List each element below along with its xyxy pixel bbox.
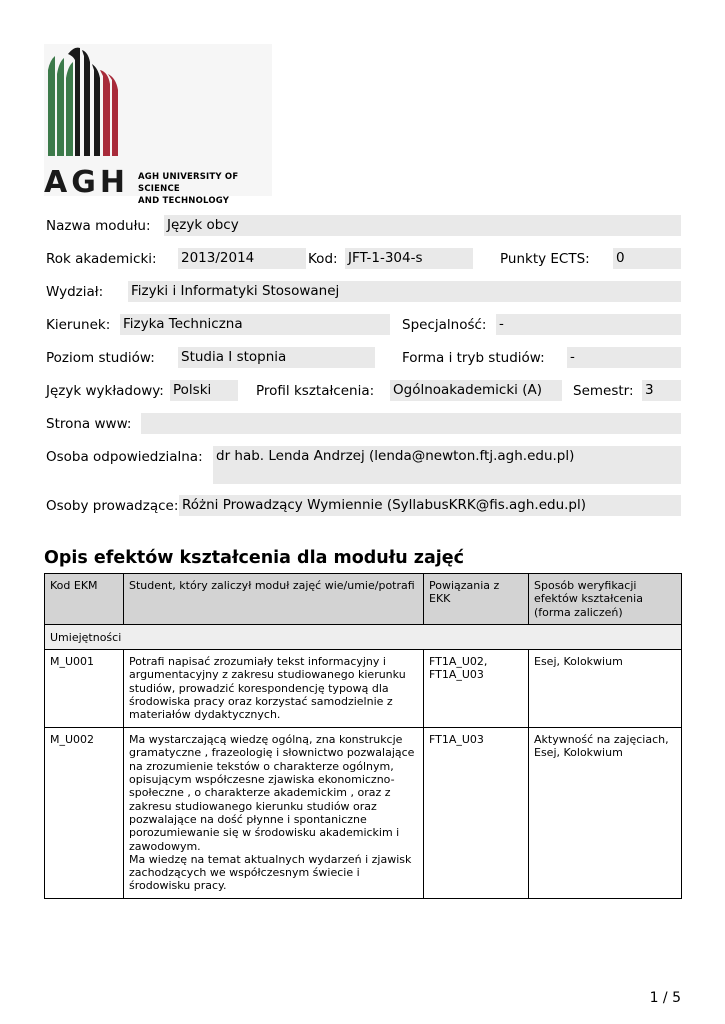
effects-table — [44, 573, 682, 899]
module-name-label: Nazwa modułu: — [46, 218, 151, 234]
row-method: Aktywność na zajęciach, Esej, Kolokwium — [529, 728, 682, 899]
code-label: Kod: — [308, 251, 338, 267]
ects-field: 0 — [613, 248, 681, 269]
code-field: JFT-1-304-s — [345, 248, 473, 269]
module-name-field: Język obcy — [164, 215, 681, 236]
specialization-field: - — [496, 314, 681, 335]
responsible-label: Osoba odpowiedzialna: — [46, 449, 203, 465]
logo-letters: AGH — [44, 165, 129, 196]
table-row — [45, 650, 682, 728]
logo-line1: AGH UNIVERSITY OF SCIENCE — [138, 172, 239, 194]
level-field: Studia I stopnia — [178, 347, 375, 368]
faculty-label: Wydział: — [46, 284, 104, 300]
section-label: Umiejętności — [45, 624, 682, 649]
table-section-row — [45, 624, 682, 649]
semester-field: 3 — [642, 380, 681, 401]
table-row — [45, 728, 682, 899]
table-header-row — [45, 574, 682, 625]
language-label: Język wykładowy: — [46, 383, 164, 399]
level-label: Poziom studiów: — [46, 350, 155, 366]
header-ekk: Powiązania z EKK — [424, 574, 529, 625]
row-code: M_U002 — [45, 728, 124, 899]
page-number: 1 / 5 — [649, 990, 681, 1006]
specialization-label: Specjalność: — [402, 317, 487, 333]
header-description: Student, który zaliczył moduł zajęć wie/umie/potrafi — [124, 574, 424, 625]
row-code: M_U001 — [45, 650, 124, 728]
year-field: 2013/2014 — [178, 248, 306, 269]
www-label: Strona www: — [46, 416, 132, 432]
www-field — [141, 413, 681, 434]
row-description: Ma wystarczającą wiedzę ogólną, zna konstrukcje gramatyczne , frazeologię i słownictwo pozwalające na zrozumienie tekstów o charakterze ogólnym, opisującym współczesne zjawiska ekonomiczno-społeczne , o charakterze akademickim , oraz z zakresu studiowanego kierunku studiów oraz pozwalające na dość płynne i spontaniczne porozumiewanie się w środowisku akademickim i zawodowym. Ma wiedzę na temat aktualnych wydarzeń i zjawisk zachodzących we współczesnym świecie i środowisku pracy. — [124, 728, 424, 899]
ects-label: Punkty ECTS: — [500, 251, 590, 267]
year-label: Rok akademicki: — [46, 251, 157, 267]
section-title: Opis efektów kształcenia dla modułu zajęć — [44, 548, 465, 568]
field-label: Kierunek: — [46, 317, 111, 333]
language-field: Polski — [170, 380, 238, 401]
header-verification: Sposób weryfikacji efektów kształcenia (forma zaliczeń) — [529, 574, 682, 625]
profile-label: Profil kształcenia: — [256, 383, 375, 399]
row-ekk: FT1A_U02, FT1A_U03 — [424, 650, 529, 728]
profile-field: Ogólnoakademicki (A) — [390, 380, 562, 401]
agh-logo — [44, 44, 272, 206]
logo-university-name — [138, 171, 272, 207]
teachers-field: Różni Prowadzący Wymiennie (SyllabusKRK@fis.agh.edu.pl) — [179, 495, 681, 516]
header-code: Kod EKM — [45, 574, 124, 625]
responsible-field: dr hab. Lenda Andrzej (lenda@newton.ftj.agh.edu.pl) — [213, 446, 681, 484]
row-ekk: FT1A_U03 — [424, 728, 529, 899]
row-method: Esej, Kolokwium — [529, 650, 682, 728]
field-field: Fizyka Techniczna — [120, 314, 390, 335]
logo-line2: AND TECHNOLOGY — [138, 196, 230, 206]
mode-label: Forma i tryb studiów: — [402, 350, 545, 366]
faculty-field: Fizyki i Informatyki Stosowanej — [128, 281, 681, 302]
mode-field: - — [567, 347, 681, 368]
row-description: Potrafi napisać zrozumiały tekst informacyjny i argumentacyjny z zakresu studiowanego kierunku studiów, prowadzić korespondencję typową dla środowiska pracy oraz korzystać samodzielnie z materiałów dydaktycznych. — [124, 650, 424, 728]
teachers-label: Osoby prowadzące: — [46, 498, 179, 514]
semester-label: Semestr: — [573, 383, 634, 399]
